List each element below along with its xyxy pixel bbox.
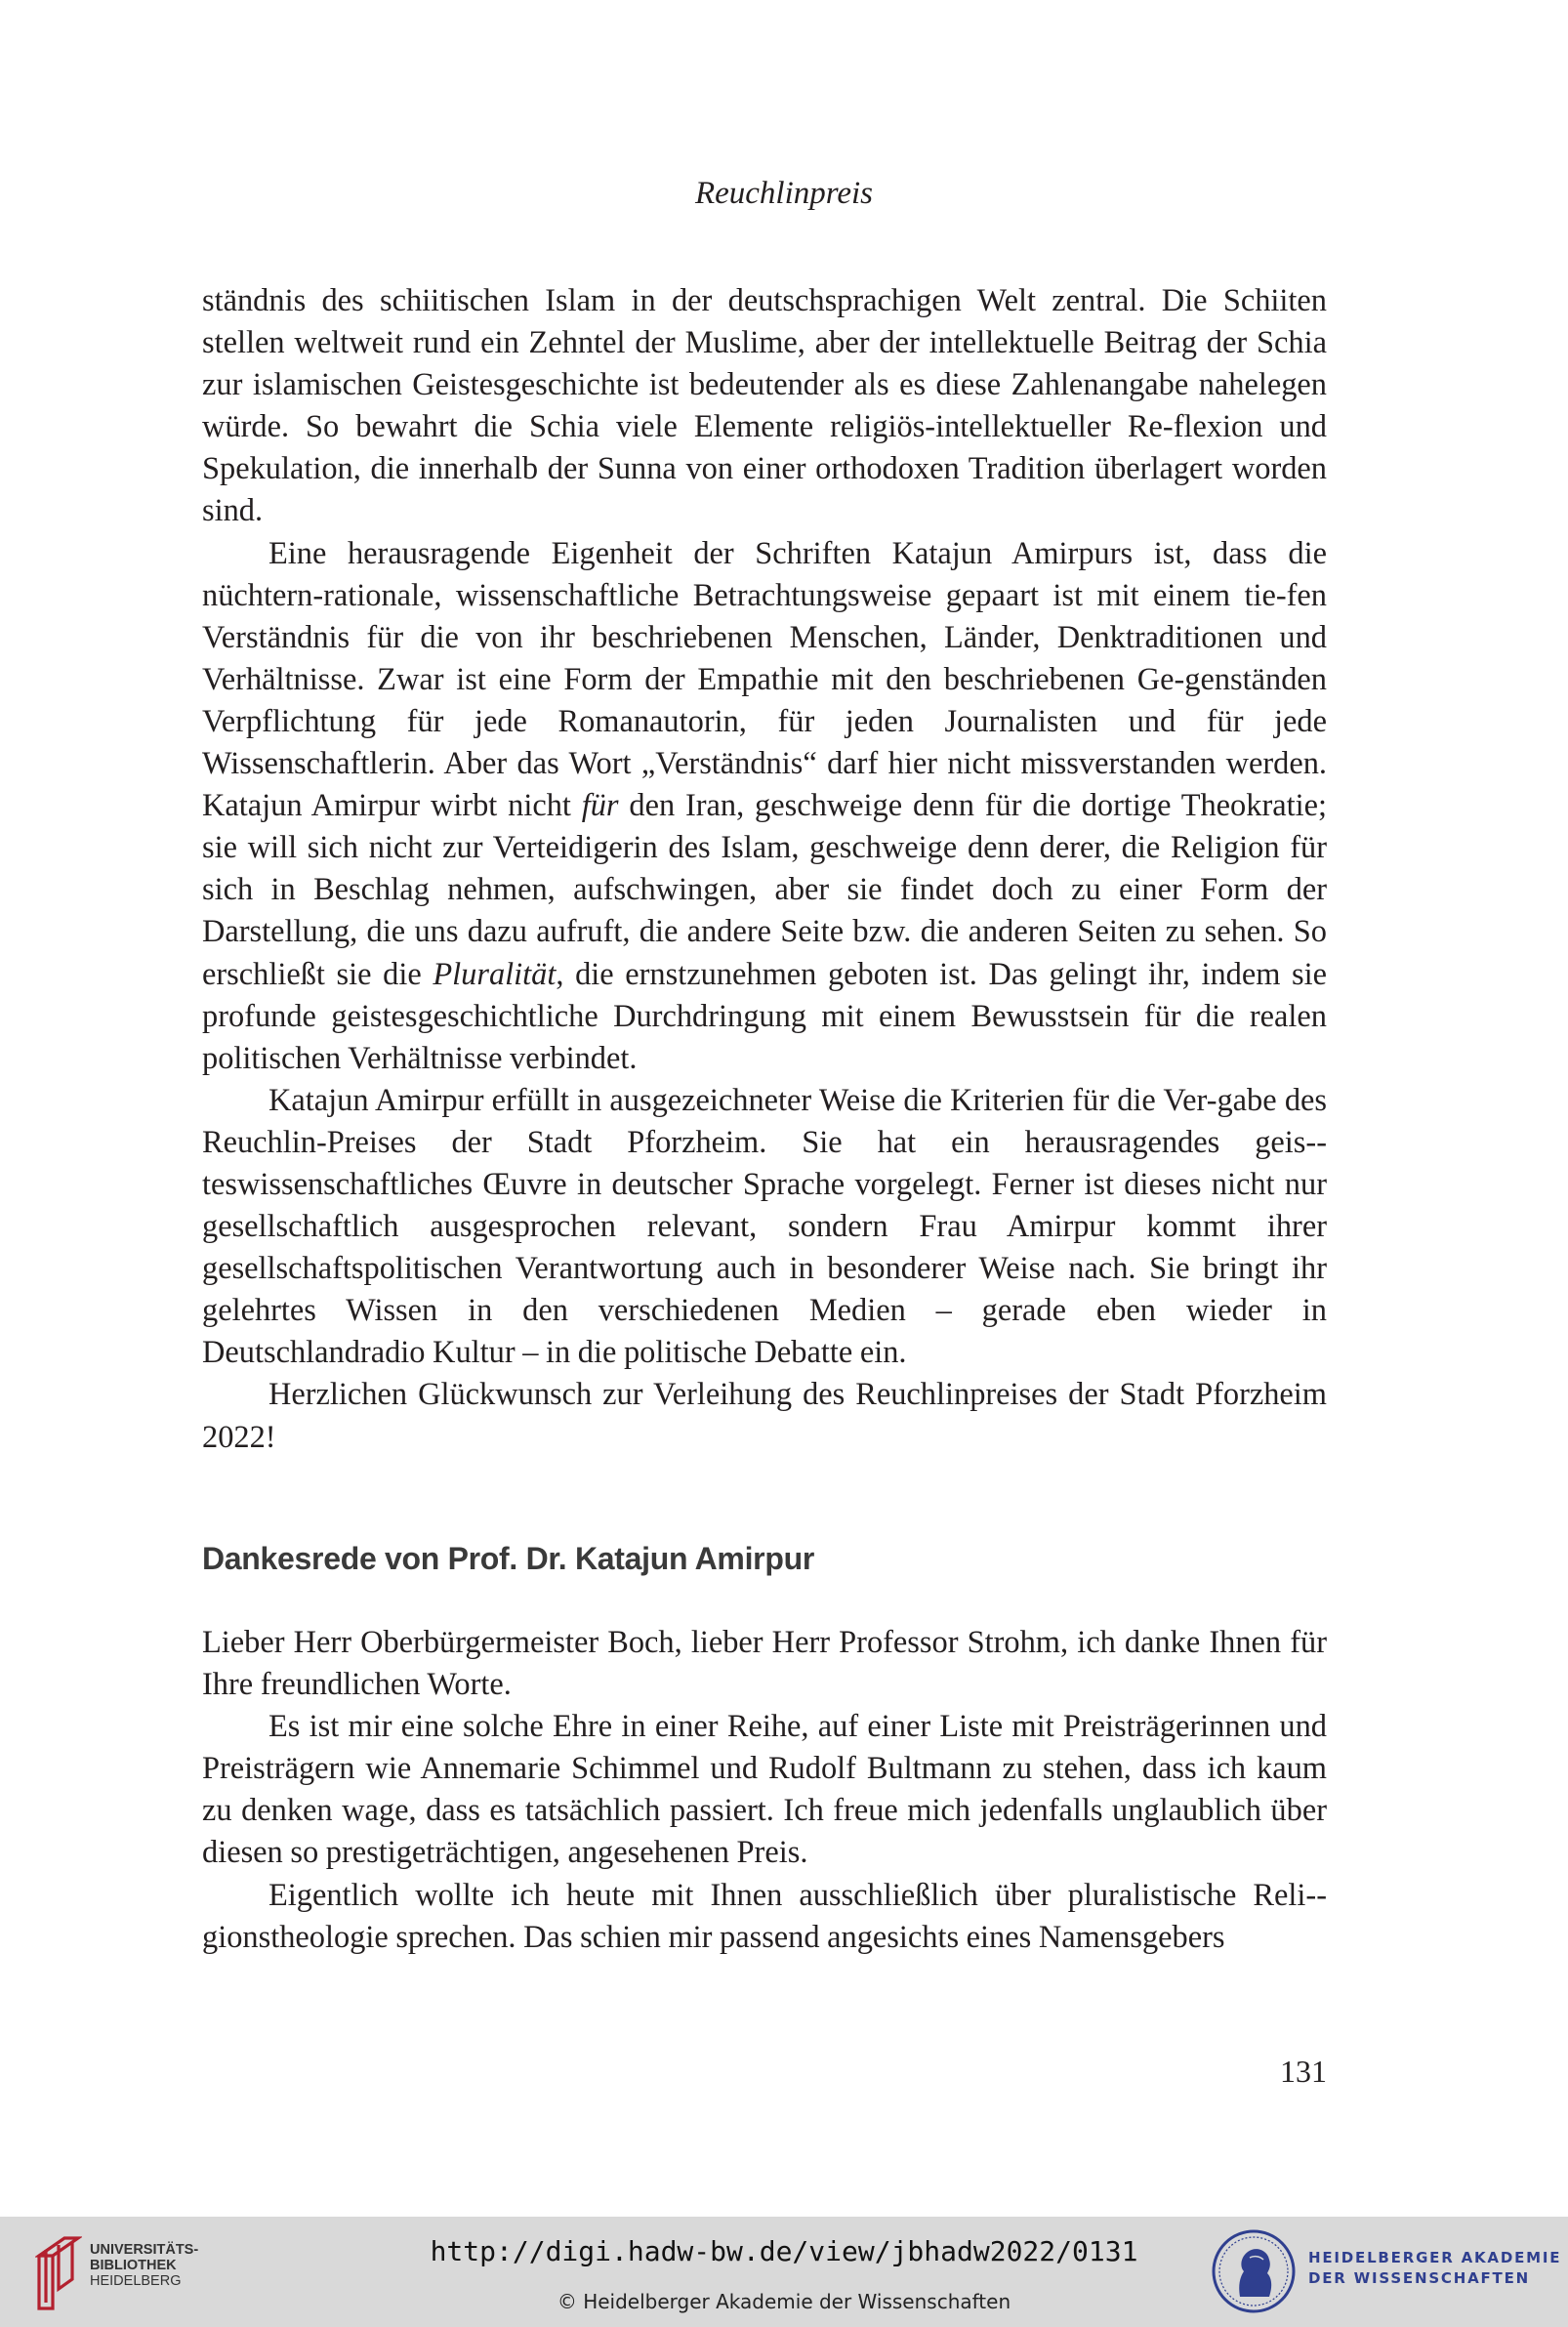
academy-name-line: DER WISSENSCHAFTEN (1308, 2269, 1530, 2287)
paragraph: ständnis des schiitischen Islam in der deutschsprachigen Welt zentral. Die Schiiten stellen weltweit rund ein Zehntel der Muslime, aber der intellektuelle Beitrag der Schia zur islamischen Geistesgeschichte ist bedeutender als es diese Zahlenangabe nahelegen würde. So bewahrt die Schia viele Elemente religiös-intellektueller Re-flexion und Spekulation, die innerhalb der Sunna von einer orthodoxen Tradition überlagert worden sind. (202, 283, 1327, 529)
academy-seal-icon (1211, 2228, 1297, 2314)
paragraph: Katajun Amirpur erfüllt in ausgezeichneter Weise die Kriterien für die Ver-gabe des Reuchlin-Preises der Stadt Pforzheim. Sie hat ein herausragendes geis-teswissenschaftliches Œuvre in deutscher Sprache vorgelegt. Ferner ist dieses nicht nur gesellschaftlich ausgesprochen relevant, sondern Frau Amirpur kommt ihrer gesellschaftspolitischen Verantwortung auch in besonderer Weise nach. Sie bringt ihr gelehrtes Wissen in den verschiedenen Medien – gerade eben wieder in Deutschlandradio Kultur – in die politische Debatte ein. (202, 1082, 1327, 1371)
body-text-block (202, 1622, 1327, 1959)
ub-name-line: HEIDELBERG (90, 2273, 182, 2289)
permalink-url[interactable]: http://digi.hadw-bw.de/view/jbhadw2022/0131 (430, 2235, 1138, 2267)
emphasis-text: Pluralität (433, 956, 557, 992)
academy-name (1308, 2248, 1561, 2289)
page-number: 131 (1280, 2054, 1327, 2089)
running-head: Reuchlinpreis (694, 176, 874, 211)
paragraph: Es ist mir eine solche Ehre in einer Reihe, auf einer Liste mit Preisträgerinnen und Preisträgern wie Annemarie Schimmel und Rudolf Bultmann zu stehen, dass ich kaum zu denken wage, dass es tatsächlich passiert. Ich freue mich jedenfalls unglaublich über diesen so prestigeträchtigen, angesehenen Preis. (202, 1709, 1327, 1871)
body-text-block (202, 280, 1327, 1459)
copyright-notice: © Heidelberger Akademie der Wissenschaften (557, 2290, 1011, 2313)
ub-name-line: UNIVERSITÄTS- (90, 2242, 199, 2258)
paragraph: Lieber Herr Oberbürgermeister Boch, lieber Herr Professor Strohm, ich danke Ihnen für Ihre freundlichen Worte. (202, 1625, 1327, 1703)
ub-name-line: BIBLIOTHEK (90, 2258, 177, 2273)
paragraph-text: Eine herausragende Eigenheit der Schriften Katajun Amirpurs ist, dass die nüchtern-rationale, wissenschaftliche Betrachtungsweise gepaart ist mit einem tie-fen Verständnis für die von ihr beschriebenen Menschen, Länder, Denktraditionen und Verhältnisse. Zwar ist eine Form der Empathie mit den beschriebenen Ge-genständen Verpflichtung für jede Romanautorin, für jeden Journalisten und für jede Wissenschaftlerin. Aber das Wort „Verständnis“ darf hier nicht missverstanden werden. Katajun Amirpur wirbt nicht (202, 535, 1327, 824)
footer-bar (0, 2217, 1568, 2327)
paragraph: Eigentlich wollte ich heute mit Ihnen ausschließlich über pluralistische Reli-gionstheologie sprechen. Das schien mir passend angesichts eines Namensgebers (202, 1877, 1327, 1955)
paragraph: Herzlichen Glückwunsch zur Verleihung des Reuchlinpreises der Stadt Pforzheim 2022! (202, 1377, 1327, 1455)
emphasis-text: für (581, 788, 619, 824)
paragraph (202, 533, 1327, 1080)
section-heading: Dankesrede von Prof. Dr. Katajun Amirpur (202, 1541, 814, 1576)
paragraph-text: den Iran, geschweige denn für die dortige Theokratie; sie will sich nicht zur Verteidigerin des Islam, geschweige denn derer, die Religion für sich in Beschlag nehmen, aufschwingen, aber sie findet doch zu einer Form der Darstellung, die uns dazu aufruft, die andere Seite bzw. die anderen Seiten zu sehen. So erschließt sie die (202, 788, 1327, 992)
paragraph-text: , die ernstzunehmen geboten ist. Das gelingt ihr, indem sie profunde geistesgeschichtliche Durchdringung mit einem Bewusstsein für die realen politischen Verhältnisse verbindet. (202, 956, 1328, 1076)
academy-name-line: HEIDELBERGER AKADEMIE (1308, 2249, 1562, 2266)
